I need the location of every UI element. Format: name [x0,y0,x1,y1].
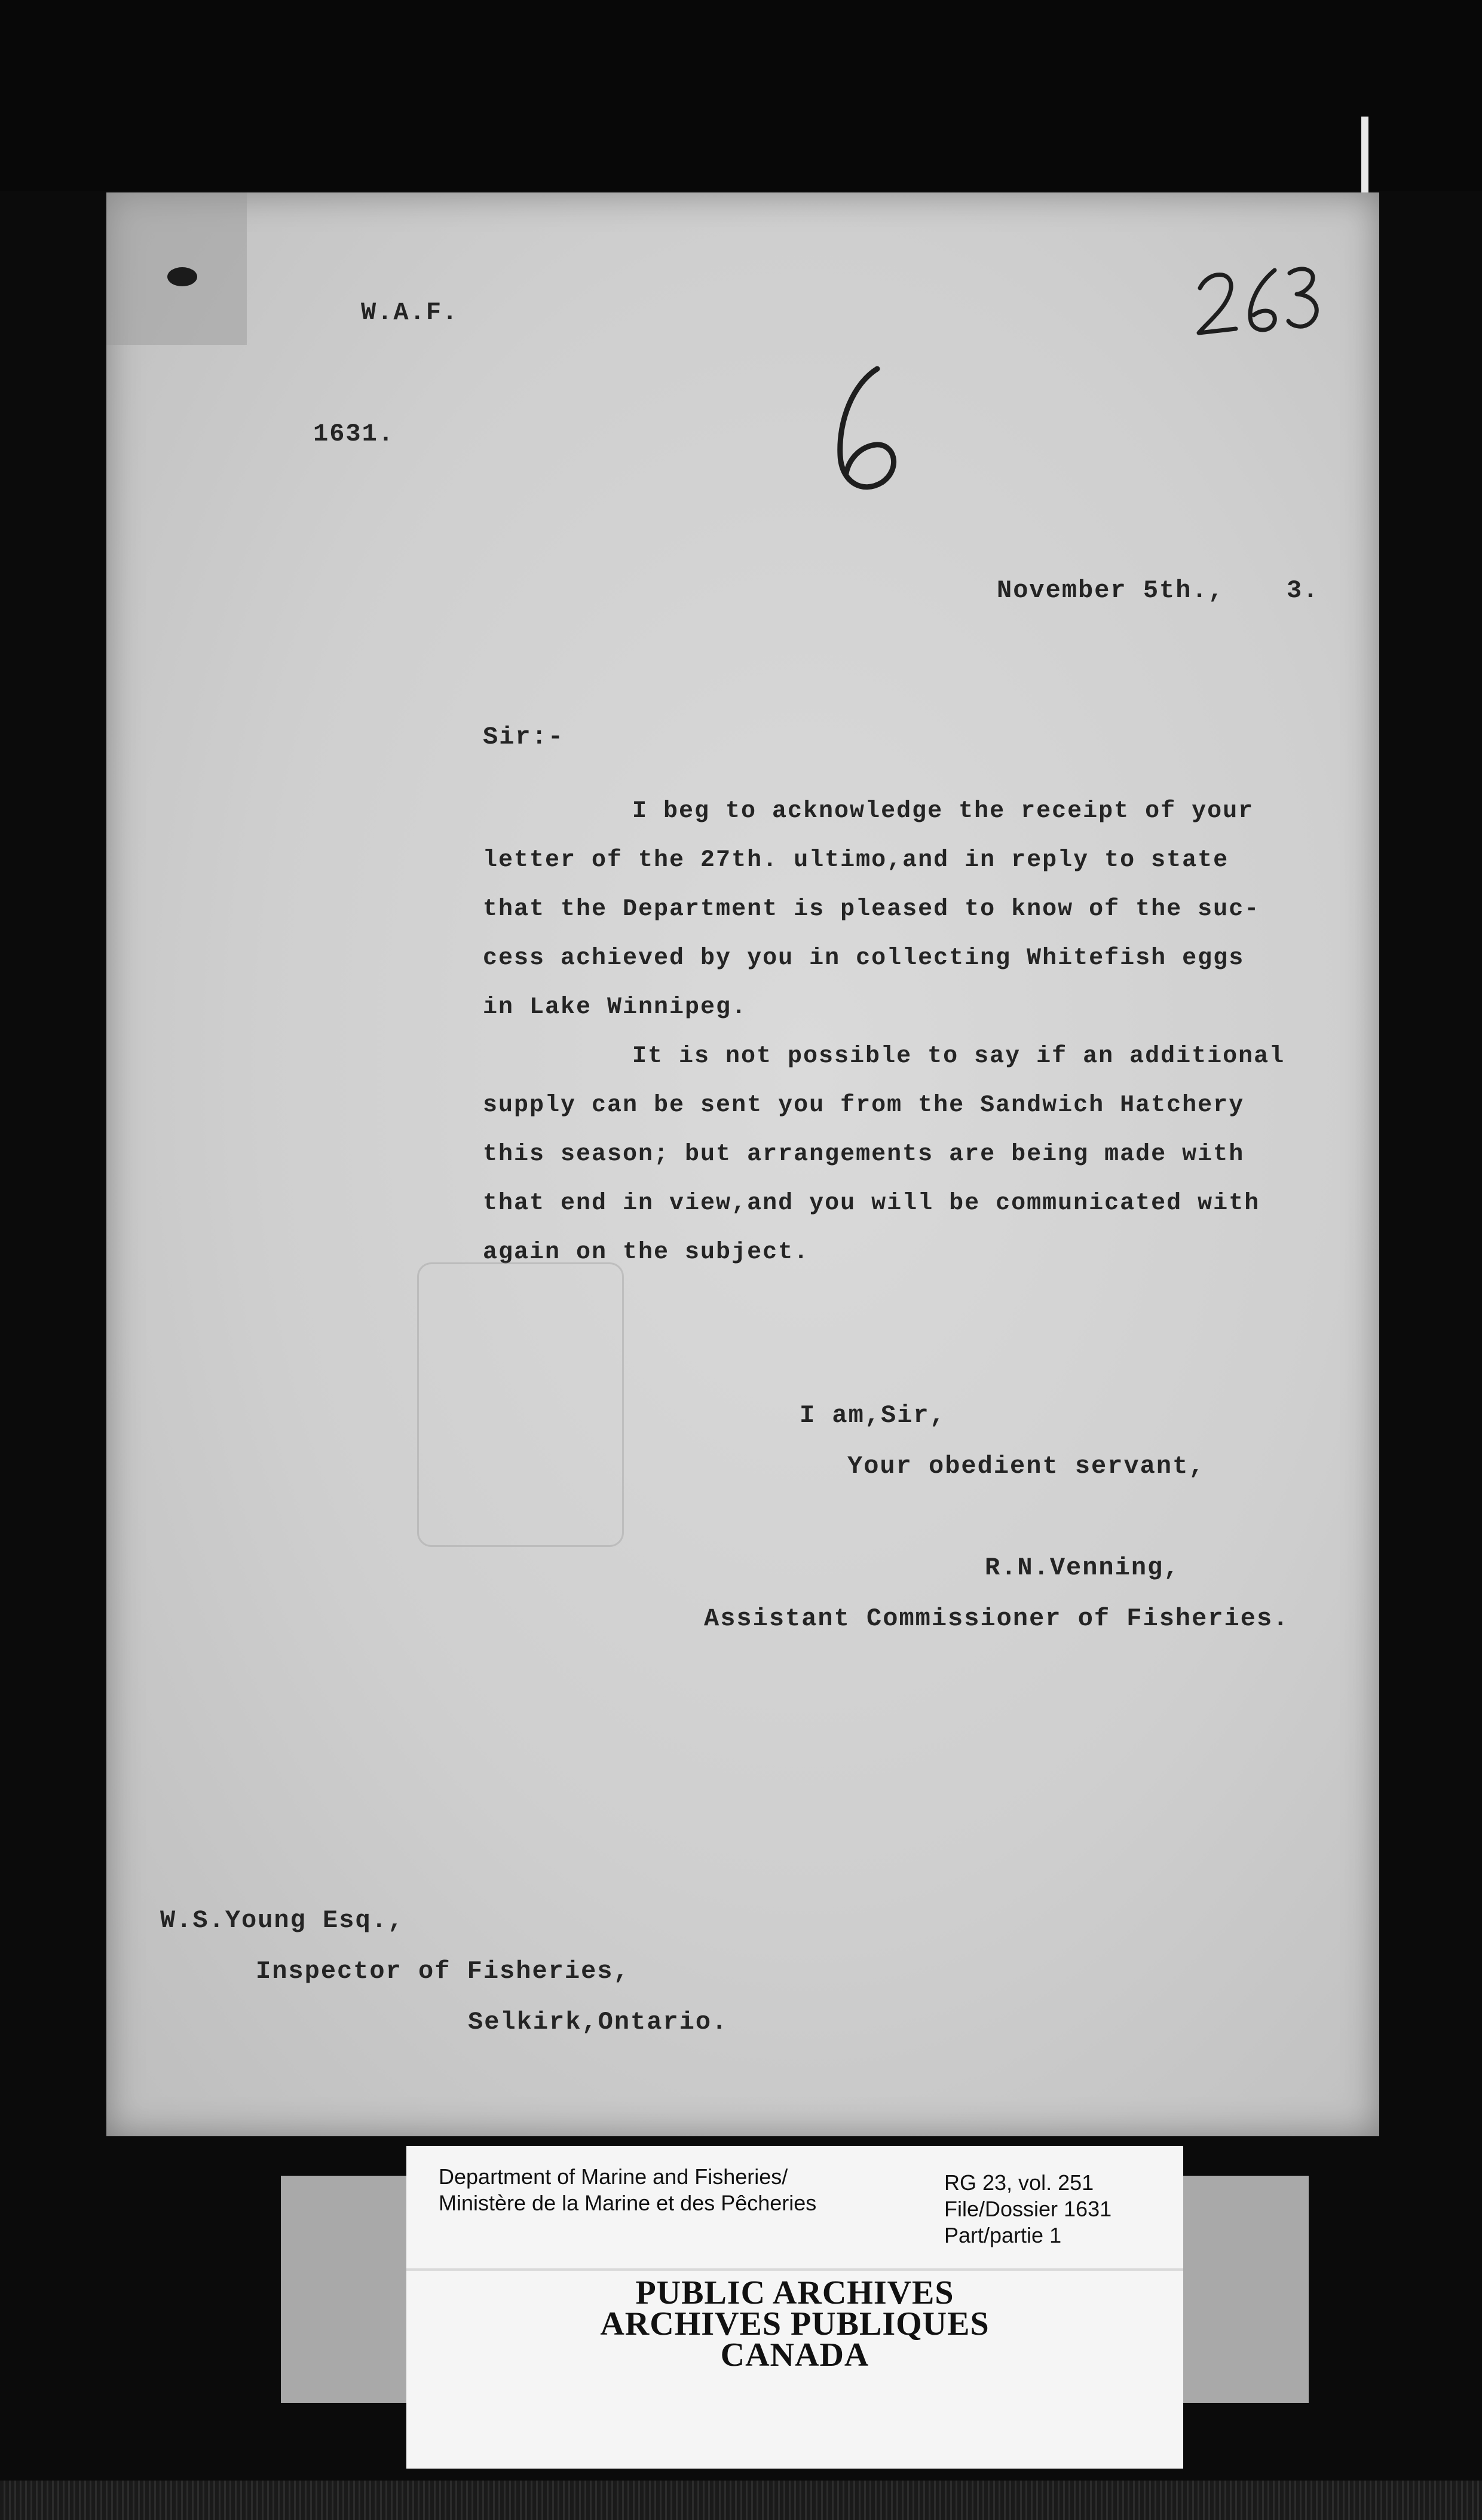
label-backing-right [1165,2176,1309,2403]
recipient-name: W.S.Young Esq., [160,1906,405,1935]
label-dept-en: Department of Marine and Fisheries/ [439,2164,788,2189]
label-dept-fr: Ministère de la Marine et des Pêcheries [439,2191,817,2215]
paragraph-line: that end in view,and you will be communicated with [483,1190,1260,1217]
label-reference [944,2170,1112,2249]
paragraph-line: again on the subject. [483,1239,810,1266]
handwritten-folio-number [1188,258,1331,348]
label-part: Part/partie 1 [944,2223,1062,2247]
letter-date: November 5th., [997,576,1224,605]
handwritten-marginal-number [806,360,925,503]
label-file: File/Dossier 1631 [944,2197,1112,2221]
paragraph-line: that the Department is pleased to know of the suc- [483,896,1260,923]
label-archives-en: PUBLIC ARCHIVES [635,2274,954,2311]
paragraph-line: in Lake Winnipeg. [483,994,748,1021]
paragraph-line: supply can be sent you from the Sandwich Hatchery [483,1092,1245,1119]
closing-line-2: Your obedient servant, [847,1452,1205,1481]
label-divider [406,2268,1183,2271]
archive-label [406,2146,1183,2469]
paragraph-line: It is not possible to say if an additional [632,1043,1285,1070]
film-border-top [0,0,1482,191]
body-paragraph-1 [483,787,1379,1032]
faded-stamp [417,1262,624,1547]
recipient-place: Selkirk,Ontario. [468,2008,728,2036]
recipient-title: Inspector of Fisheries, [256,1957,630,1986]
body-paragraph-2 [483,1032,1379,1277]
letter-page [106,192,1379,2136]
signatory-name: R.N.Venning, [985,1553,1180,1582]
label-country: CANADA [720,2336,869,2374]
label-record-group: RG 23, vol. 251 [944,2170,1094,2195]
film-border-bottom [0,2481,1482,2520]
signatory-title: Assistant Commissioner of Fisheries. [704,1604,1290,1633]
paragraph-line: cess achieved by you in collecting Whitefish eggs [483,945,1245,972]
closing-line-1: I am,Sir, [800,1401,946,1430]
punch-hole-icon [167,267,197,286]
label-department [439,2164,816,2216]
film-frame-mark [1361,117,1368,194]
label-archives-fr: ARCHIVES PUBLIQUES [600,2305,990,2342]
label-archives-heading [406,2274,1183,2374]
letter-date-suffix: 3. [1287,576,1319,605]
paragraph-line: I beg to acknowledge the receipt of your [632,798,1254,825]
file-number: 1631. [313,420,395,448]
paragraph-line: letter of the 27th. ultimo,and in reply to state [483,847,1229,874]
label-backing-left [281,2176,424,2403]
typist-initials: W.A.F. [361,298,459,327]
salutation: Sir:- [483,723,565,751]
paragraph-line: this season; but arrangements are being made with [483,1141,1245,1168]
